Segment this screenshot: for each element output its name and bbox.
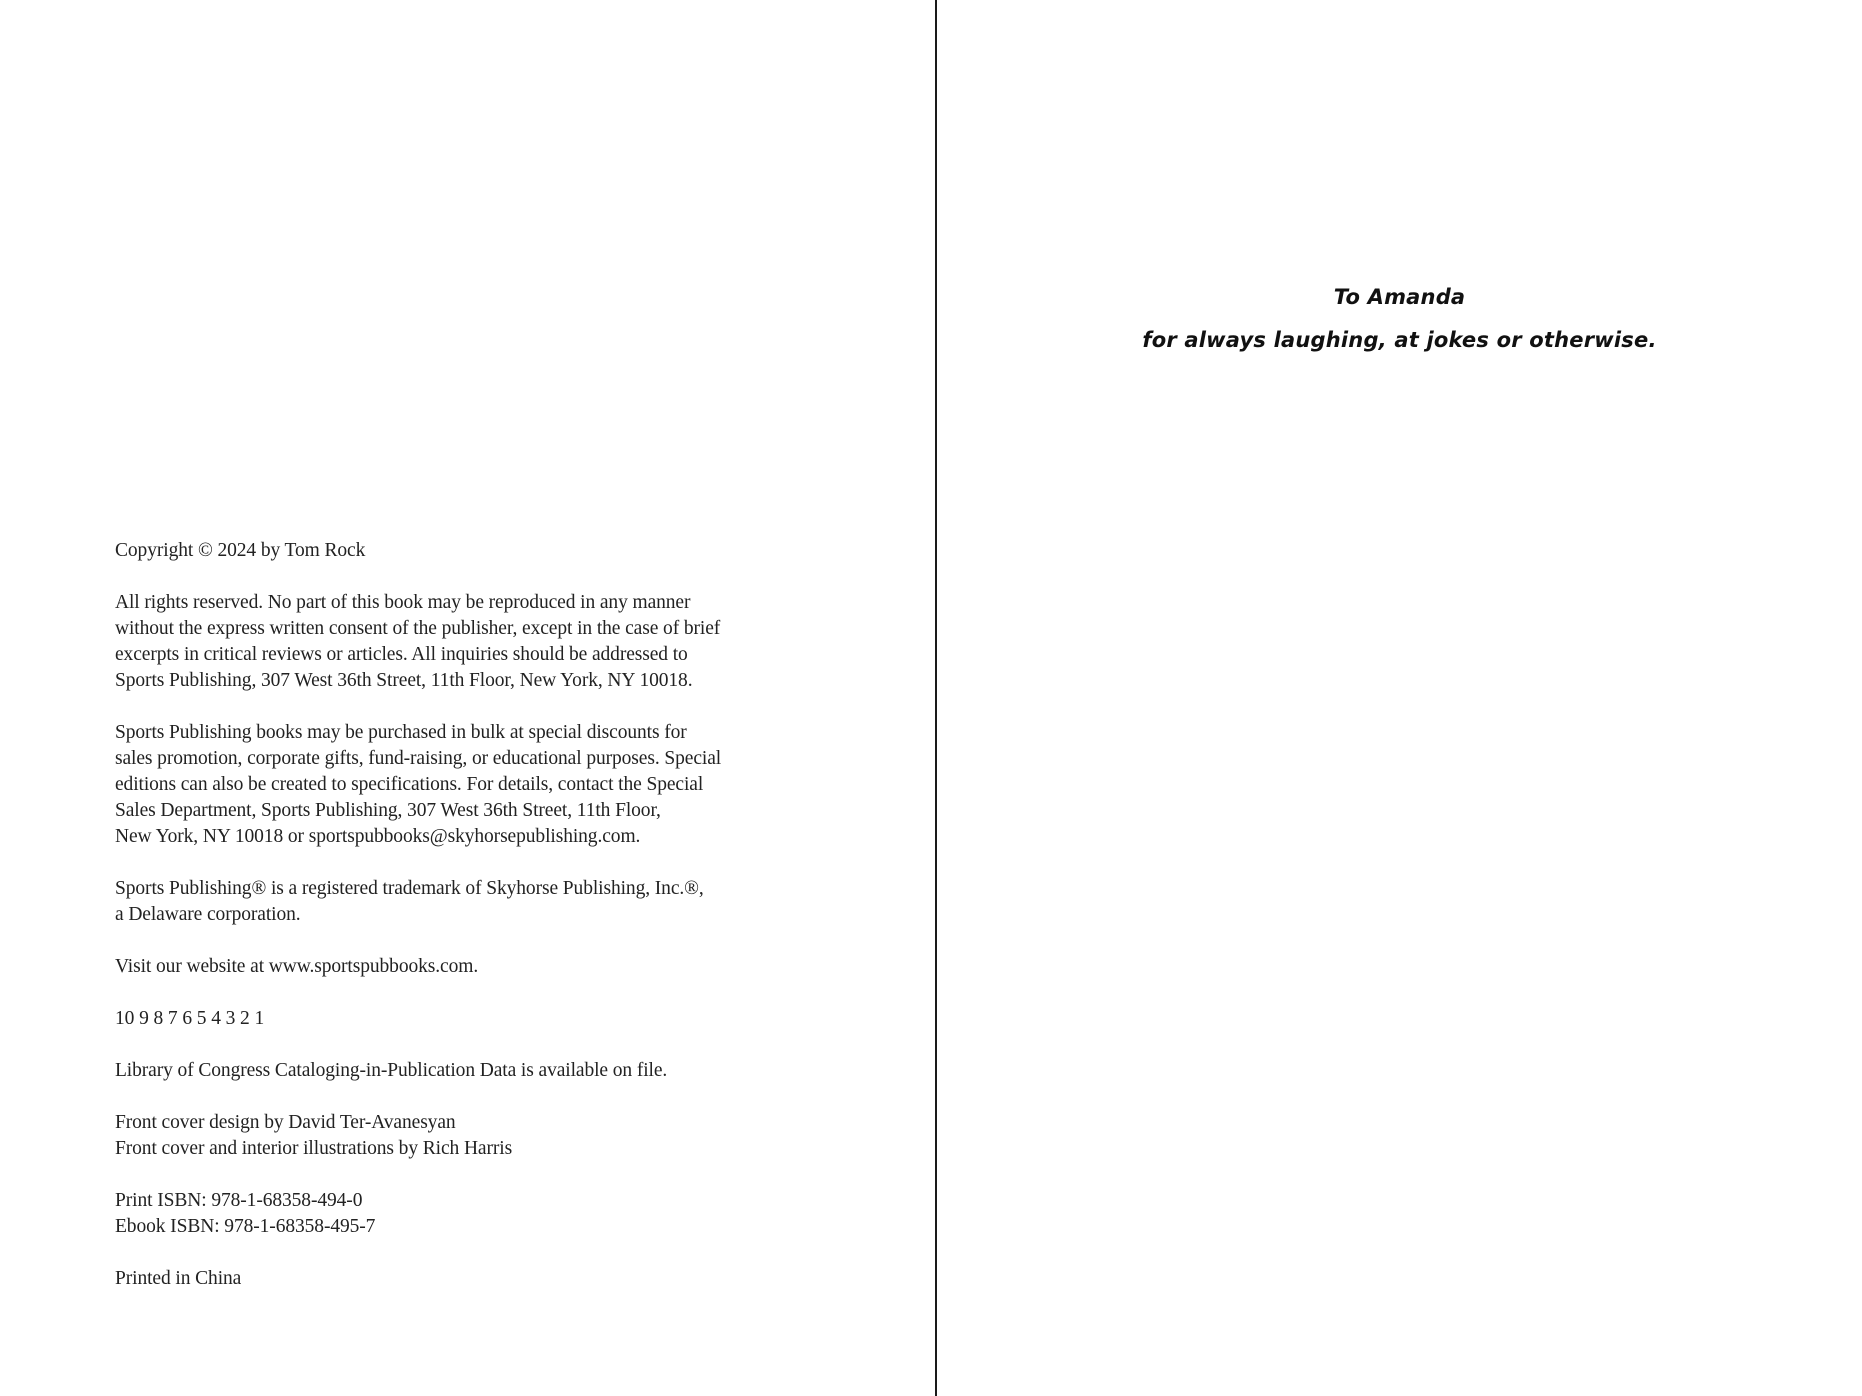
dedication-page bbox=[937, 0, 1862, 1396]
printed-in-line: Printed in China bbox=[115, 1268, 242, 1289]
dedication-line-1: To Amanda bbox=[1333, 285, 1466, 309]
copyright-block bbox=[115, 538, 815, 1318]
bulk-sales-paragraph: Sports Publishing books may be purchased in bulk at special discounts for sales promotion, corporate gifts, fund-raising, or educational purposes. Special editions can also be created to specifications. For details, contact the Special Sales Department, Sports Publishing, 307 West 36th Street, 11th Floor, New York, NY 10018 or sportspubbooks@skyhorsepublishing.com. bbox=[115, 722, 722, 847]
rights-reserved-paragraph: All rights reserved. No part of this book may be reproduced in any manner without the express written consent of the publisher, except in the case of brief excerpts in critical reviews or articles. All inquiries should be addressed to Sports Publishing, 307 West 36th Street, 11th Floor, New York, NY 10018. bbox=[115, 592, 721, 691]
dedication-line-2: for always laughing, at jokes or otherwise. bbox=[1142, 328, 1657, 352]
website-line: Visit our website at www.sportspubbooks.com. bbox=[115, 956, 479, 977]
cataloging-line: Library of Congress Cataloging-in-Publication Data is available on file. bbox=[115, 1060, 668, 1081]
printing-number-line: 10 9 8 7 6 5 4 3 2 1 bbox=[115, 1008, 265, 1029]
trademark-paragraph: Sports Publishing® is a registered trademark of Skyhorse Publishing, Inc.®, a Delaware corporation. bbox=[115, 878, 704, 925]
isbn-block: Print ISBN: 978-1-68358-494-0 Ebook ISBN: 978-1-68358-495-7 bbox=[115, 1190, 376, 1237]
copyright-line: Copyright © 2024 by Tom Rock bbox=[115, 540, 366, 561]
cover-credits: Front cover design by David Ter-Avanesyan Front cover and interior illustrations by Rich Harris bbox=[115, 1112, 513, 1159]
dedication bbox=[937, 276, 1862, 362]
